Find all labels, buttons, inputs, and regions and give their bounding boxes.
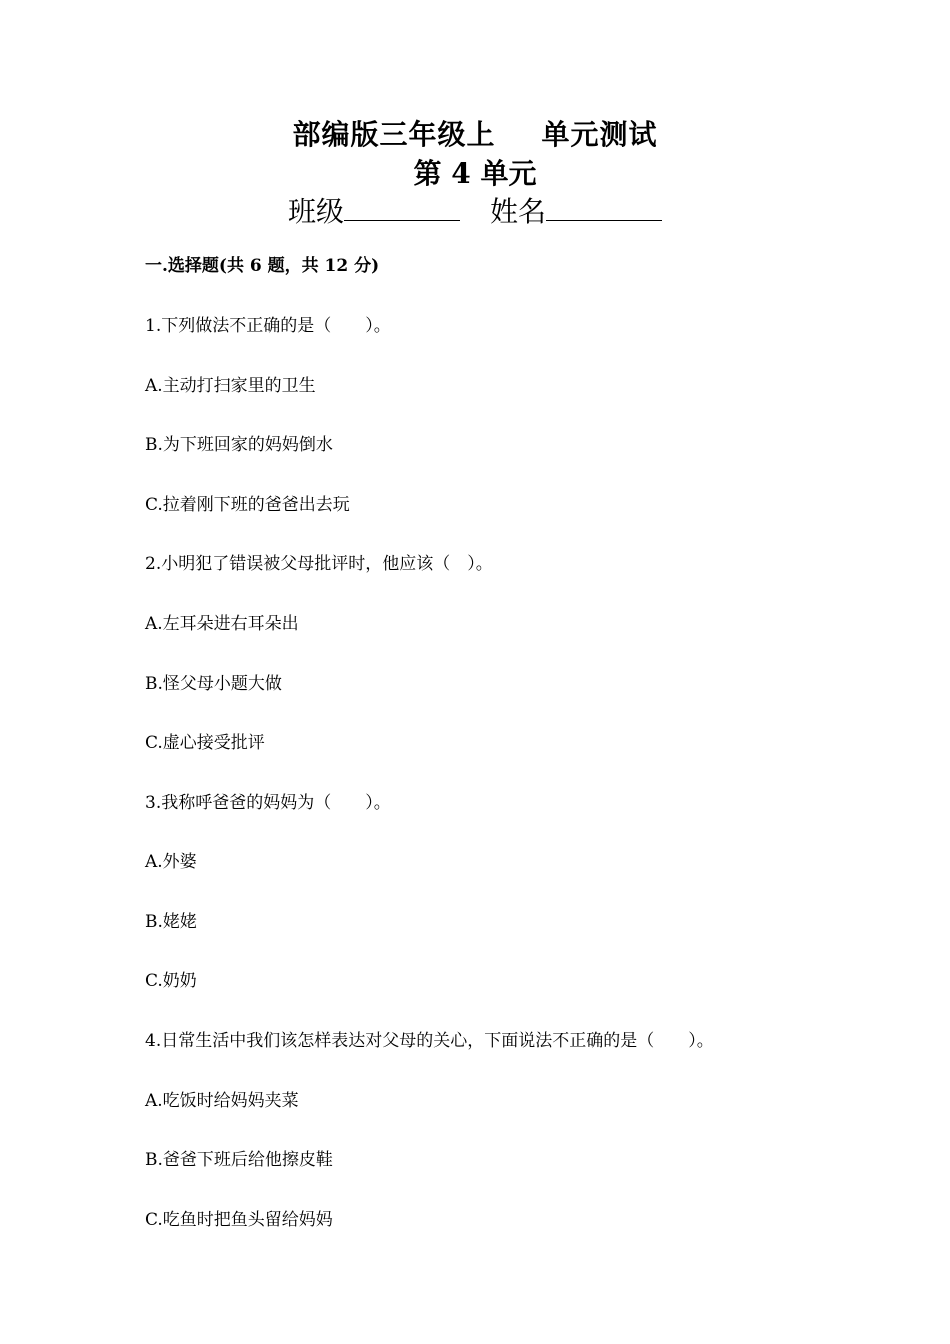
page-title — [0, 113, 950, 153]
question-1-option-a[interactable]: A.主动打扫家里的卫生 — [145, 376, 316, 396]
question-1-option-c[interactable]: C.拉着刚下班的爸爸出去玩 — [145, 495, 350, 515]
question-4-option-b[interactable]: B.爸爸下班后给他擦皮鞋 — [145, 1150, 333, 1170]
class-blank[interactable] — [344, 196, 460, 221]
title-test: 单元测试 — [541, 118, 658, 151]
section-heading: 一.选择题(共 6 题，共 12 分) — [145, 256, 380, 276]
title-grade: 部编版三年级上 — [292, 118, 496, 151]
question-4-option-c[interactable]: C.吃鱼时把鱼头留给妈妈 — [145, 1210, 333, 1230]
name-blank[interactable] — [546, 196, 662, 221]
class-label: 班级 — [287, 195, 344, 228]
question-2-option-a[interactable]: A.左耳朵进右耳朵出 — [145, 614, 299, 634]
question-3-option-c[interactable]: C.奶奶 — [145, 971, 197, 991]
question-3-option-b[interactable]: B.姥姥 — [145, 912, 197, 932]
name-label: 姓名 — [490, 195, 547, 228]
question-stem-2: 2.小明犯了错误被父母批评时，他应该（ ）。 — [145, 554, 493, 574]
unit-subtitle: 第 4 单元 — [413, 157, 537, 190]
question-2-option-c[interactable]: C.虚心接受批评 — [145, 733, 265, 753]
question-1-option-b[interactable]: B.为下班回家的妈妈倒水 — [145, 435, 333, 455]
question-stem-3: 3.我称呼爸爸的妈妈为（ ）。 — [145, 793, 391, 813]
student-info-line — [0, 190, 950, 230]
question-stem-1: 1.下列做法不正确的是（ ）。 — [145, 316, 391, 336]
question-3-option-a[interactable]: A.外婆 — [145, 852, 197, 872]
question-2-option-b[interactable]: B.怪父母小题大做 — [145, 674, 282, 694]
question-stem-4: 4.日常生活中我们该怎样表达对父母的关心，下面说法不正确的是（ ）。 — [145, 1031, 714, 1051]
question-4-option-a[interactable]: A.吃饭时给妈妈夹菜 — [145, 1091, 299, 1111]
